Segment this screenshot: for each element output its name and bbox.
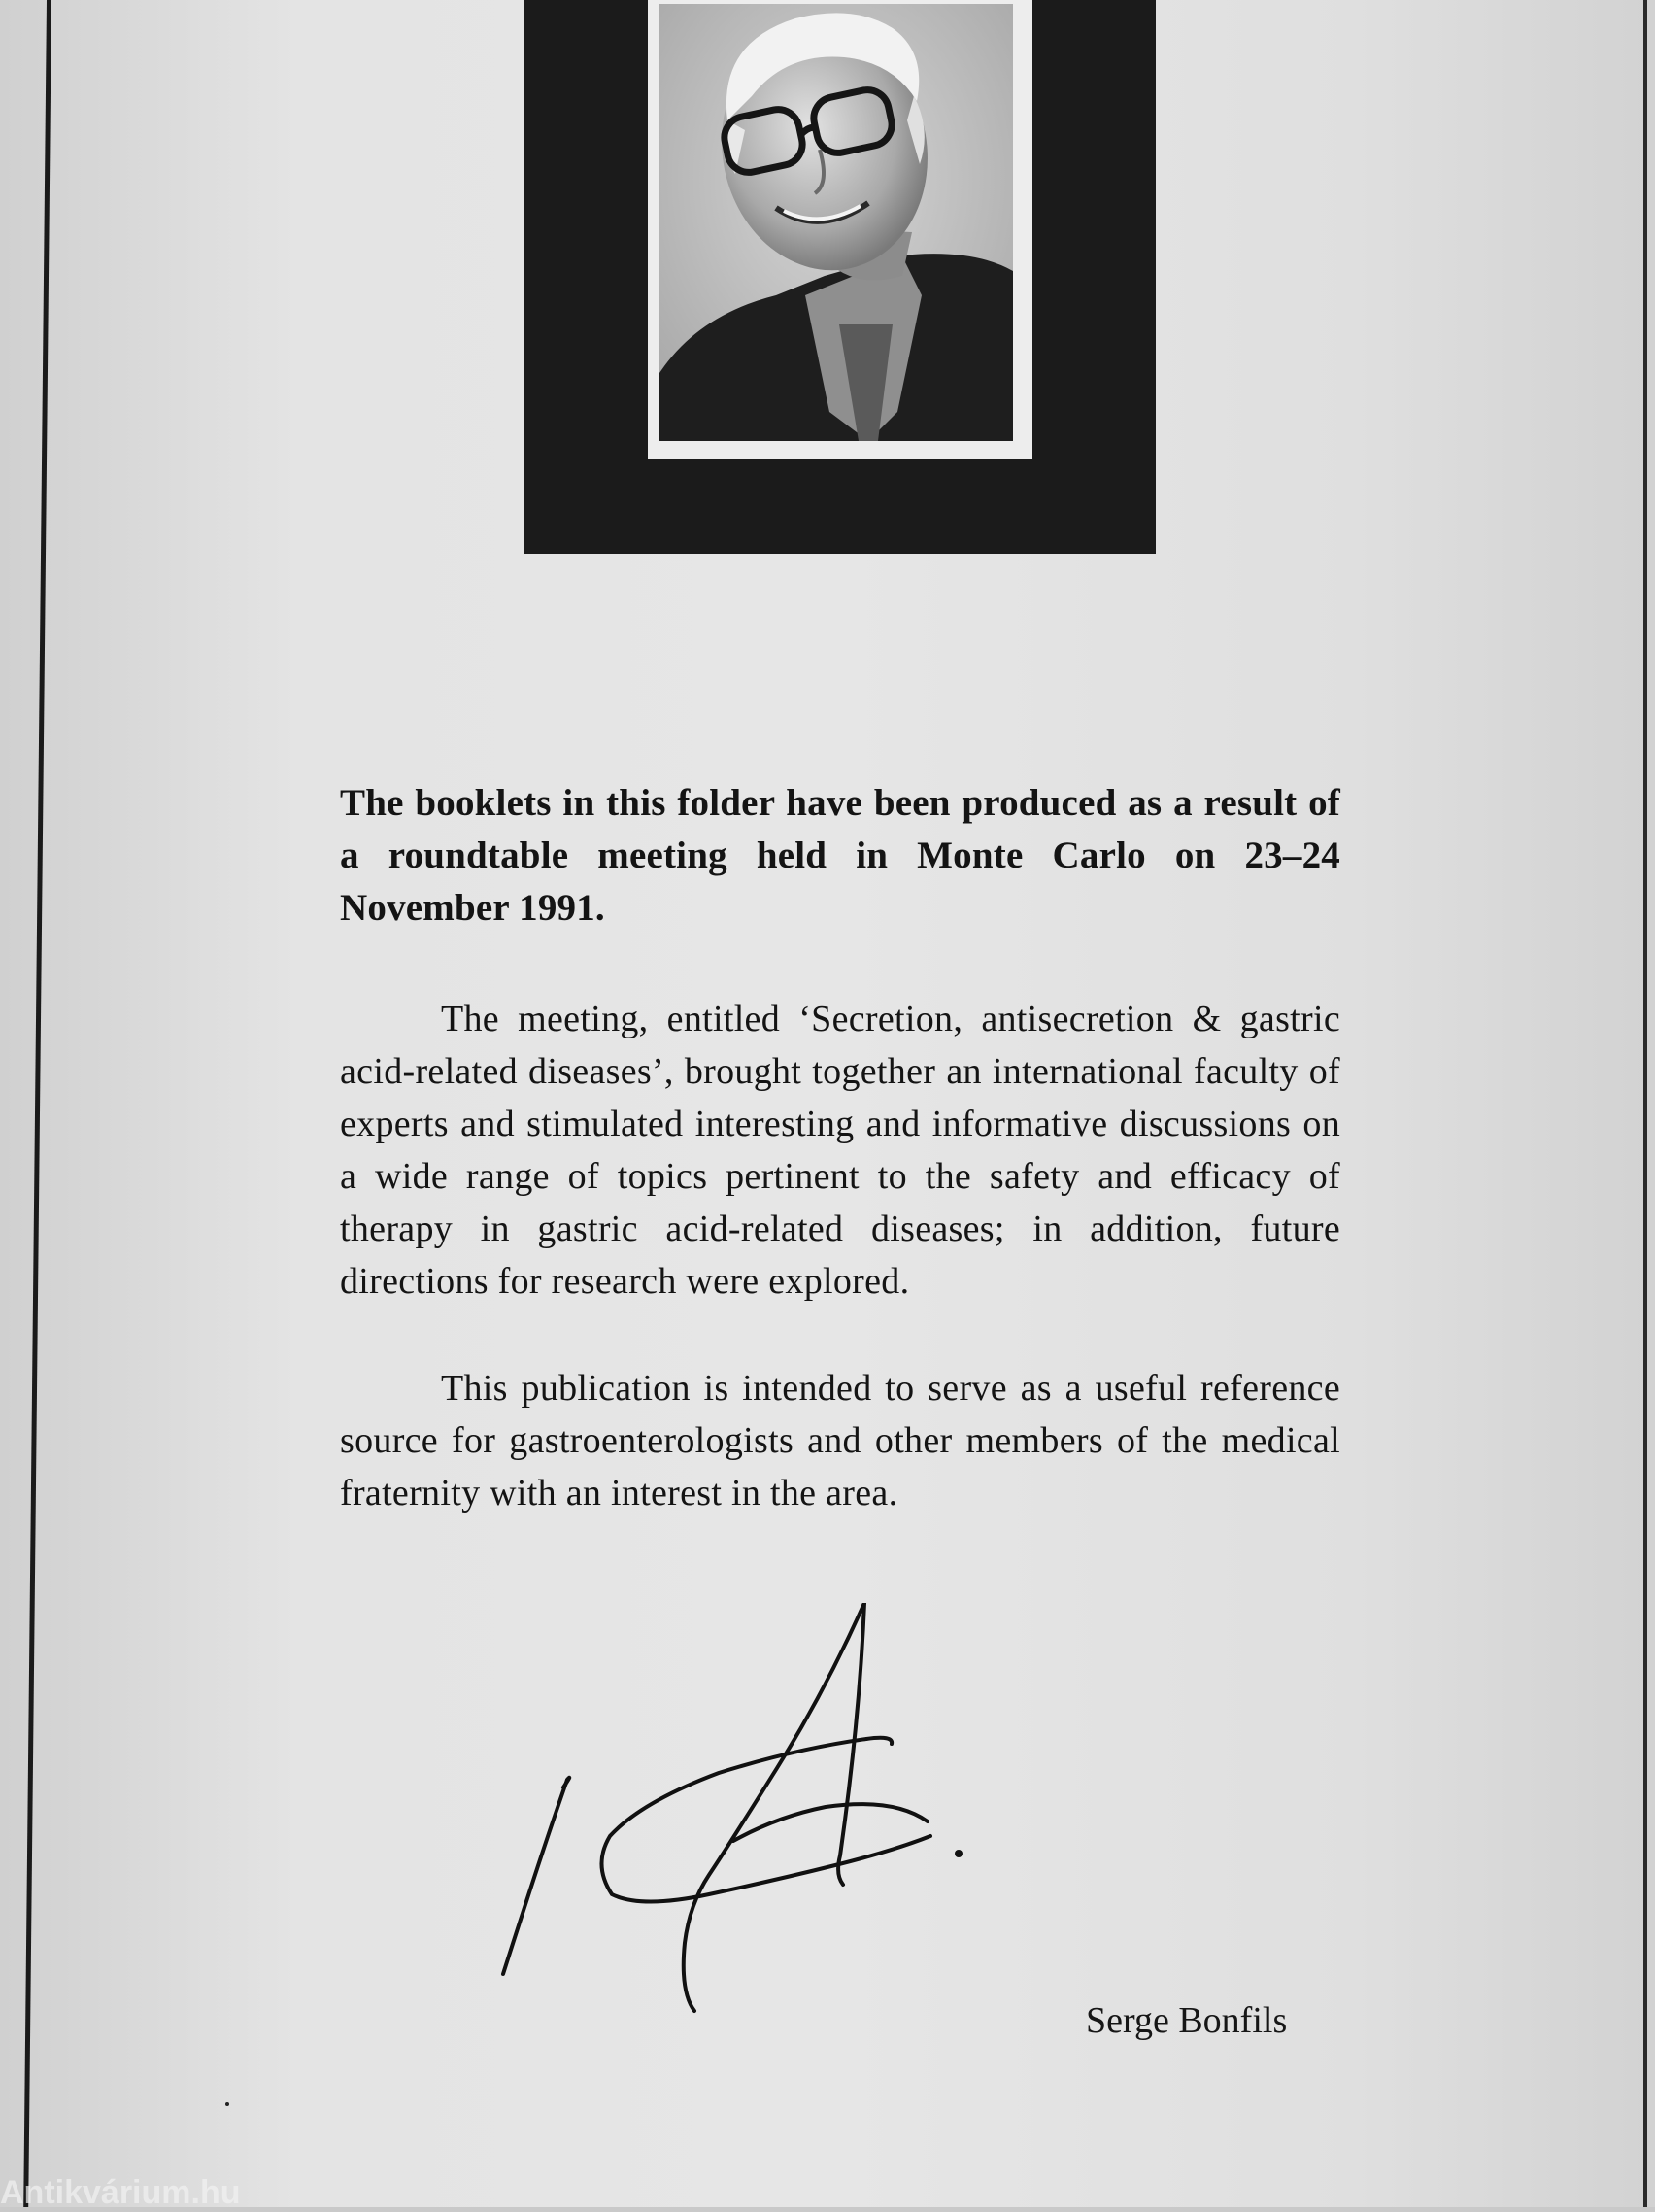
page-border-right — [1643, 0, 1647, 2207]
portrait-frame — [524, 0, 1156, 554]
lead-paragraph: The booklets in this folder have been produced as a result of a roundtable meeting held in Monte Carlo on 23–24 November 1991. — [340, 782, 1340, 929]
watermark: Antikvárium.hu — [0, 2174, 241, 2211]
print-speck — [225, 2102, 229, 2106]
portrait-photo — [659, 4, 1013, 441]
page-border-left — [23, 0, 51, 2207]
handwritten-signature — [486, 1603, 1030, 2021]
signer-name: Serge Bonfils — [1086, 2000, 1288, 2041]
body-paragraph-2: This publication is intended to serve as a useful reference source for gastroenterologists and other members of the medical fraternity with an interest in the area. — [340, 1368, 1340, 1514]
portrait-mat — [648, 0, 1032, 459]
body-paragraph-1: The meeting, entitled ‘Secretion, antisecretion & gastric acid-related diseases’, brought together an international faculty of experts and stimulated interesting and informative discussions on a wide range of topics pertinent to the safety and efficacy of therapy in gastric acid-related diseases; in addition, future directions for research were explored. — [340, 999, 1340, 1302]
letter-body — [340, 777, 1340, 1574]
